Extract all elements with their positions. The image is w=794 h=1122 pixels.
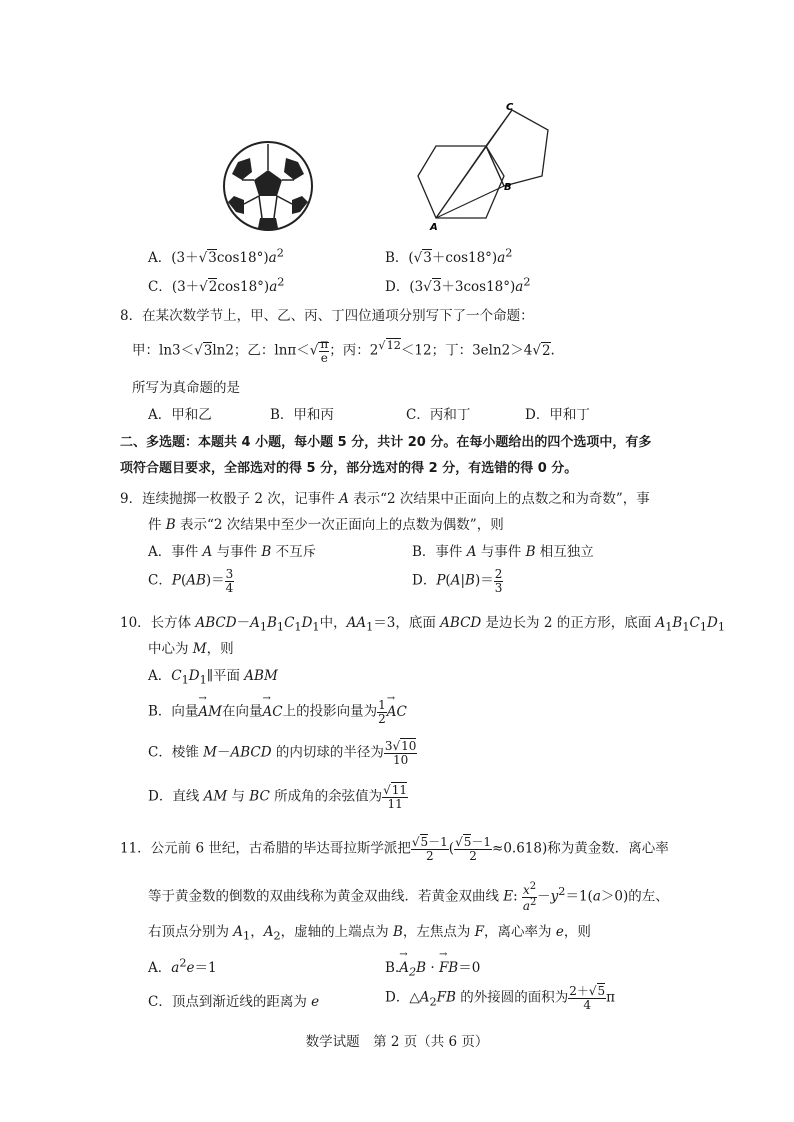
q11-stem-line1: 11．公元前 6 世纪，古希腊的毕达哥拉斯学派把 $\frac{√5-1}{2}$ ( $\frac{√5-1}{2}$ ≈0.618)称为黄金数．离心率 [120,835,669,863]
q8-option-d[interactable]: D．甲和丁 [525,407,590,423]
figure-label-a: A [430,222,438,233]
q10-option-a[interactable]: A．$C_1D_1\parallel$平面 ABM [148,668,278,687]
q11-option-b[interactable]: $B.\to A_2B$ · → FB＝0 [385,956,480,979]
section2-header-line1: 二、多选题：本题共 4 小题，每小题 5 分，共计 20 分。在每小题给出的四个选项中，有多 [120,435,652,450]
q8-option-a[interactable]: A．甲和乙 [148,407,212,423]
q7-option-a[interactable]: A．$(3+√3\cos 18^\circ)a^2$ [148,246,284,266]
q11-option-c[interactable]: C．顶点到渐近线的距离为 e [148,994,320,1010]
figure-label-c: C [506,102,514,113]
q7-option-c[interactable]: C．$(3+√2\cos 18^\circ)a^2$ [148,275,285,295]
q11-option-d[interactable]: D．$\triangle A_2FB$ 的外接圆的面积为 $\frac{2+√5}{4}$ π [385,984,616,1012]
q10-option-d[interactable]: D．直线 AM 与 BC 所成角的余弦值为 $\frac{√11}{11}$ [148,783,408,811]
q9-option-d[interactable]: D．P(A|B)＝ $\frac{2}{3}$ [412,567,503,595]
q9-option-b[interactable]: B．事件 A 与事件 B 相互独立 [412,544,594,560]
q11-stem-line3: 右顶点分别为 $A_1$，$A_2$，虚轴的上端点为 B，左焦点为 F，离心率为 e，则 [148,924,591,943]
q10-stem-line2: 中心为 M，则 [148,641,234,657]
q11-option-a[interactable]: A．$a^2e=1$ [148,956,217,976]
q8-option-b[interactable]: B．甲和丙 [270,407,334,423]
q9-stem-line2: 件 B 表示“2 次结果中至少一次正面向上的点数为偶数”，则 [148,517,504,533]
q10-option-c[interactable]: C．棱锥 M－ABCD 的内切球的半径为 $\frac{3√10}{10}$ [148,739,417,767]
q11-stem-line2: 等于黄金数的倒数的双曲线称为黄金双曲线．若黄金双曲线 E: $\frac{x^2}{a^2}$ $-y^2=1(a>0)$的左、 [148,881,669,913]
section2-header-line2: 项符合题目要求，全部选对的得 5 分，部分选对的得 2 分，有选错的得 0 分。 [120,461,578,476]
q7-option-d[interactable]: D．$(3√3+3\cos 18^\circ)a^2$ [385,275,531,295]
q10-stem-line1: 10．长方体 $ABCD-A_1B_1C_1D_1$中，$AA_1=3$，底面 ABCD 是边长为 2 的正方形，底面 $A_1B_1C_1D_1$ [120,615,726,634]
soccer-ball-figure [222,140,314,232]
q8-ask: 所写为真命题的是 [132,380,240,396]
q9-stem-line1: 9．连续抛掷一枚骰子 2 次，记事件 A 表示“2 次结果中正面向上的点数之和为奇数”，事 [120,491,650,507]
q9-option-c[interactable]: C．P(AB)＝ $\frac{3}{4}$ [148,567,234,595]
q8-option-c[interactable]: C．丙和丁 [406,407,471,423]
page-footer: 数学试题 第 2 页（共 6 页） [305,1034,489,1050]
hexagon-pentagon-figure [412,98,572,234]
figure-label-b: B [504,182,512,193]
q7-option-b[interactable]: B．$(√3+\cos 18^\circ)a^2$ [385,246,513,266]
q8-propositions: 甲：ln3＜√3ln2；乙：lnπ＜√ $\frac{\pi}{e}$ ；丙：$2^{√12}<12$；丁：3eln2＞4√2. [132,337,555,365]
q9-option-a[interactable]: A．事件 A 与事件 B 不互斥 [148,544,317,560]
q10-option-b[interactable]: B．向量→ AM在向量→ AC上的投影向量为 $\frac{1}{2}$ → AC [148,699,407,725]
q8-stem: 8．在某次数学节上，甲、乙、丙、丁四位通项分别写下了一个命题： [120,308,534,324]
